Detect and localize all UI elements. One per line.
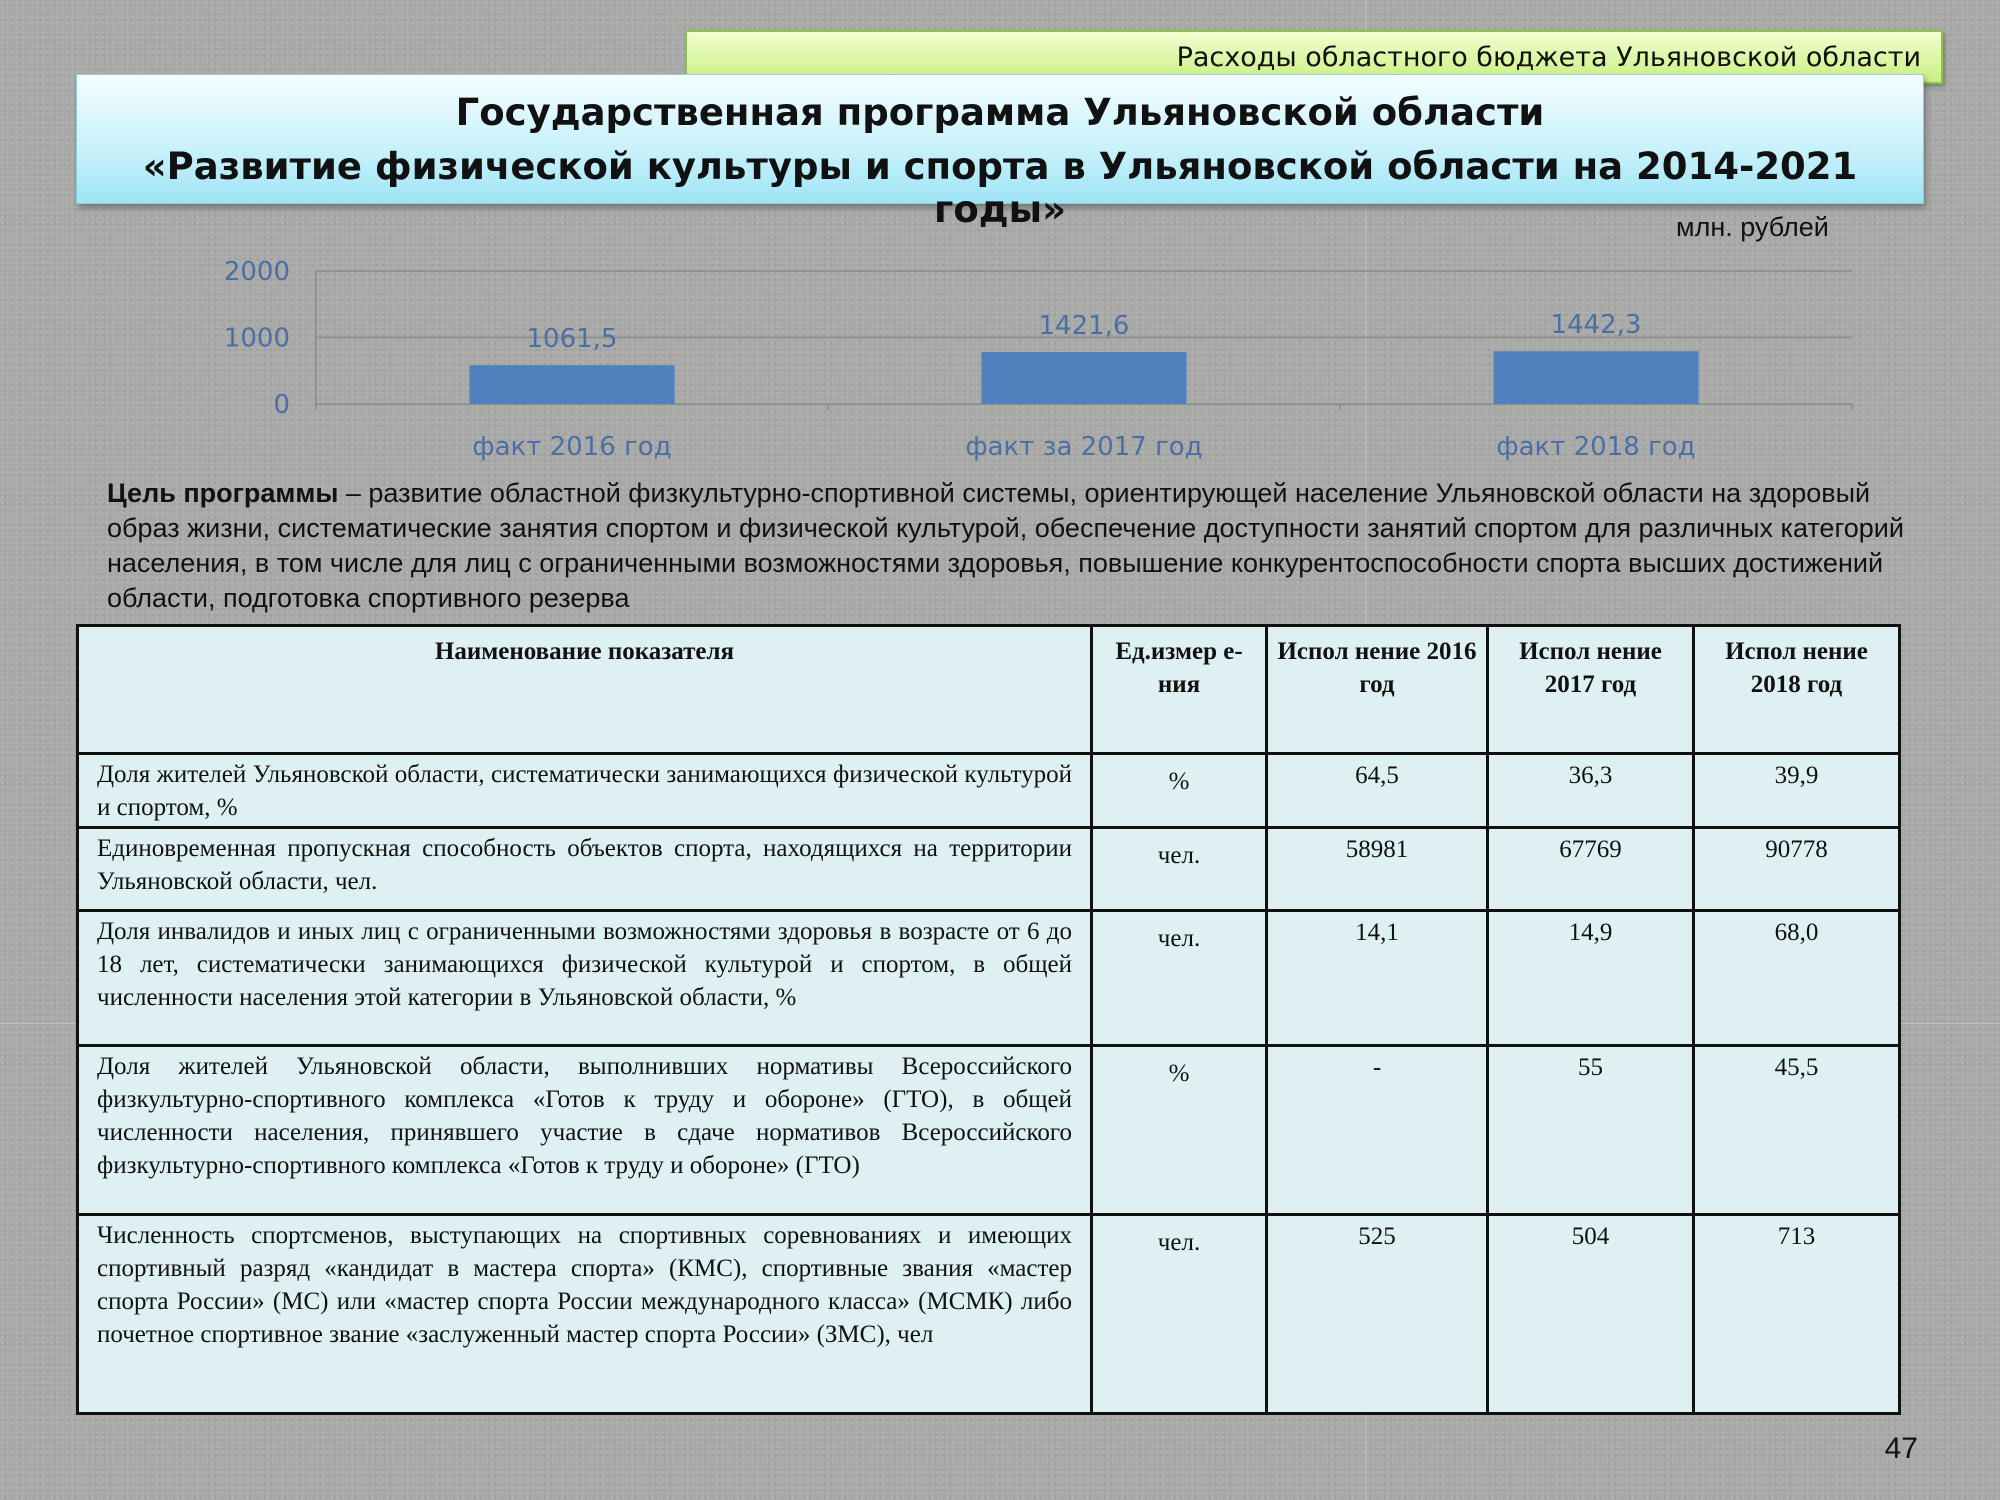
bar-data-label: 1061,5 — [526, 324, 618, 355]
program-goal — [107, 476, 1907, 616]
value-2017: 504 — [1488, 1215, 1694, 1414]
bar-data-label: 1421,6 — [1038, 311, 1130, 342]
table-header-row — [78, 626, 1900, 754]
bar — [982, 352, 1187, 404]
header-2017: Испол нение 2017 год — [1488, 626, 1694, 754]
y-tick-label: 0 — [273, 390, 290, 420]
header-2018: Испол нение 2018 год — [1694, 626, 1900, 754]
indicator-unit: % — [1092, 1046, 1267, 1215]
table-row — [78, 1215, 1900, 1414]
indicator-unit: % — [1092, 754, 1267, 828]
value-2018: 68,0 — [1694, 911, 1900, 1046]
table-row — [78, 1046, 1900, 1215]
value-2017: 67769 — [1488, 828, 1694, 911]
value-2017: 55 — [1488, 1046, 1694, 1215]
value-2016: 58981 — [1267, 828, 1488, 911]
indicator-unit: чел. — [1092, 828, 1267, 911]
table-row — [78, 911, 1900, 1046]
bar — [1494, 351, 1699, 404]
program-title-line2: «Развитие физической культуры и спорта в Ульяновской области на 2014-2021 годы» — [142, 145, 1858, 231]
value-2017: 14,9 — [1488, 911, 1694, 1046]
table-row — [78, 828, 1900, 911]
unit-note: млн. рублей — [1676, 212, 1829, 242]
value-2018: 45,5 — [1694, 1046, 1900, 1215]
goal-label: Цель программы — [107, 478, 339, 508]
expenses-bar-chart — [0, 0, 2000, 480]
indicator-name: Численность спортсменов, выступающих на спортивных соревнованиях и имеющих спортивный разряд «кандидат в мастера спорта» (КМС), спортивные звания «мастер спорта России» (МС) или «мастер спорта России международного класса» (МСМК) либо почетное спортивное звание «заслуженный мастер спорта России» (ЗМС), чел — [78, 1215, 1092, 1414]
header-indicator-name: Наименование показателя — [78, 626, 1092, 754]
table-row — [78, 754, 1900, 828]
value-2018: 713 — [1694, 1215, 1900, 1414]
value-2016: 14,1 — [1267, 911, 1488, 1046]
goal-text: – развитие областной физкультурно-спортивной системы, ориентирующей население Ульяновской области на здоровый образ жизни, систематические занятия спортом и физической культурой, обеспечение доступности занятий спортом для различных категорий населения, в том числе для лиц с ограниченными возможностями здоровья, повышение конкурентоспособности спорта высших достижений области, подготовка спортивного резерва — [107, 478, 1904, 613]
page-number: 47 — [1884, 1432, 1918, 1465]
category-label: факт 2016 год — [472, 432, 672, 462]
y-tick-label: 1000 — [223, 323, 290, 354]
indicator-name: Единовременная пропускная способность объектов спорта, находящихся на территории Ульяновской области, чел. — [78, 828, 1092, 911]
value-2018: 90778 — [1694, 828, 1900, 911]
y-tick-label: 2000 — [223, 257, 290, 287]
indicator-name: Доля жителей Ульяновской области, выполнивших нормативы Всероссийского физкультурно-спортивного комплекса «Готов к труду и обороне» (ГТО), в общей численности населения, принявшего участие в сдаче нормативов Всероссийского физкультурно-спортивного комплекса «Готов к труду и обороне» (ГТО) — [78, 1046, 1092, 1215]
bar-data-label: 1442,3 — [1550, 310, 1642, 341]
program-title-line1: Государственная программа Ульяновской области — [455, 91, 1545, 134]
value-2016: 525 — [1267, 1215, 1488, 1414]
indicator-unit: чел. — [1092, 1215, 1267, 1414]
category-label: факт 2018 год — [1496, 432, 1696, 462]
value-2017: 36,3 — [1488, 754, 1694, 828]
indicators-table — [76, 624, 1901, 1415]
indicator-name: Доля инвалидов и иных лиц с ограниченными возможностями здоровья в возрасте от 6 до 18 лет, систематически занимающихся физической культурой и спортом, в общей численности населения этой категории в Ульяновской области, % — [78, 911, 1092, 1046]
category-label: факт за 2017 год — [965, 432, 1203, 462]
value-2018: 39,9 — [1694, 754, 1900, 828]
header-2016: Испол нение 2016 год — [1267, 626, 1488, 754]
value-2016: 64,5 — [1267, 754, 1488, 828]
budget-banner-text: Расходы областного бюджета Ульяновской области — [1176, 42, 1921, 73]
indicator-name: Доля жителей Ульяновской области, систематически занимающихся физической культурой и спортом, % — [78, 754, 1092, 828]
bar — [470, 365, 675, 404]
value-2016: - — [1267, 1046, 1488, 1215]
header-unit: Ед.измер е-ния — [1092, 626, 1267, 754]
indicator-unit: чел. — [1092, 911, 1267, 1046]
